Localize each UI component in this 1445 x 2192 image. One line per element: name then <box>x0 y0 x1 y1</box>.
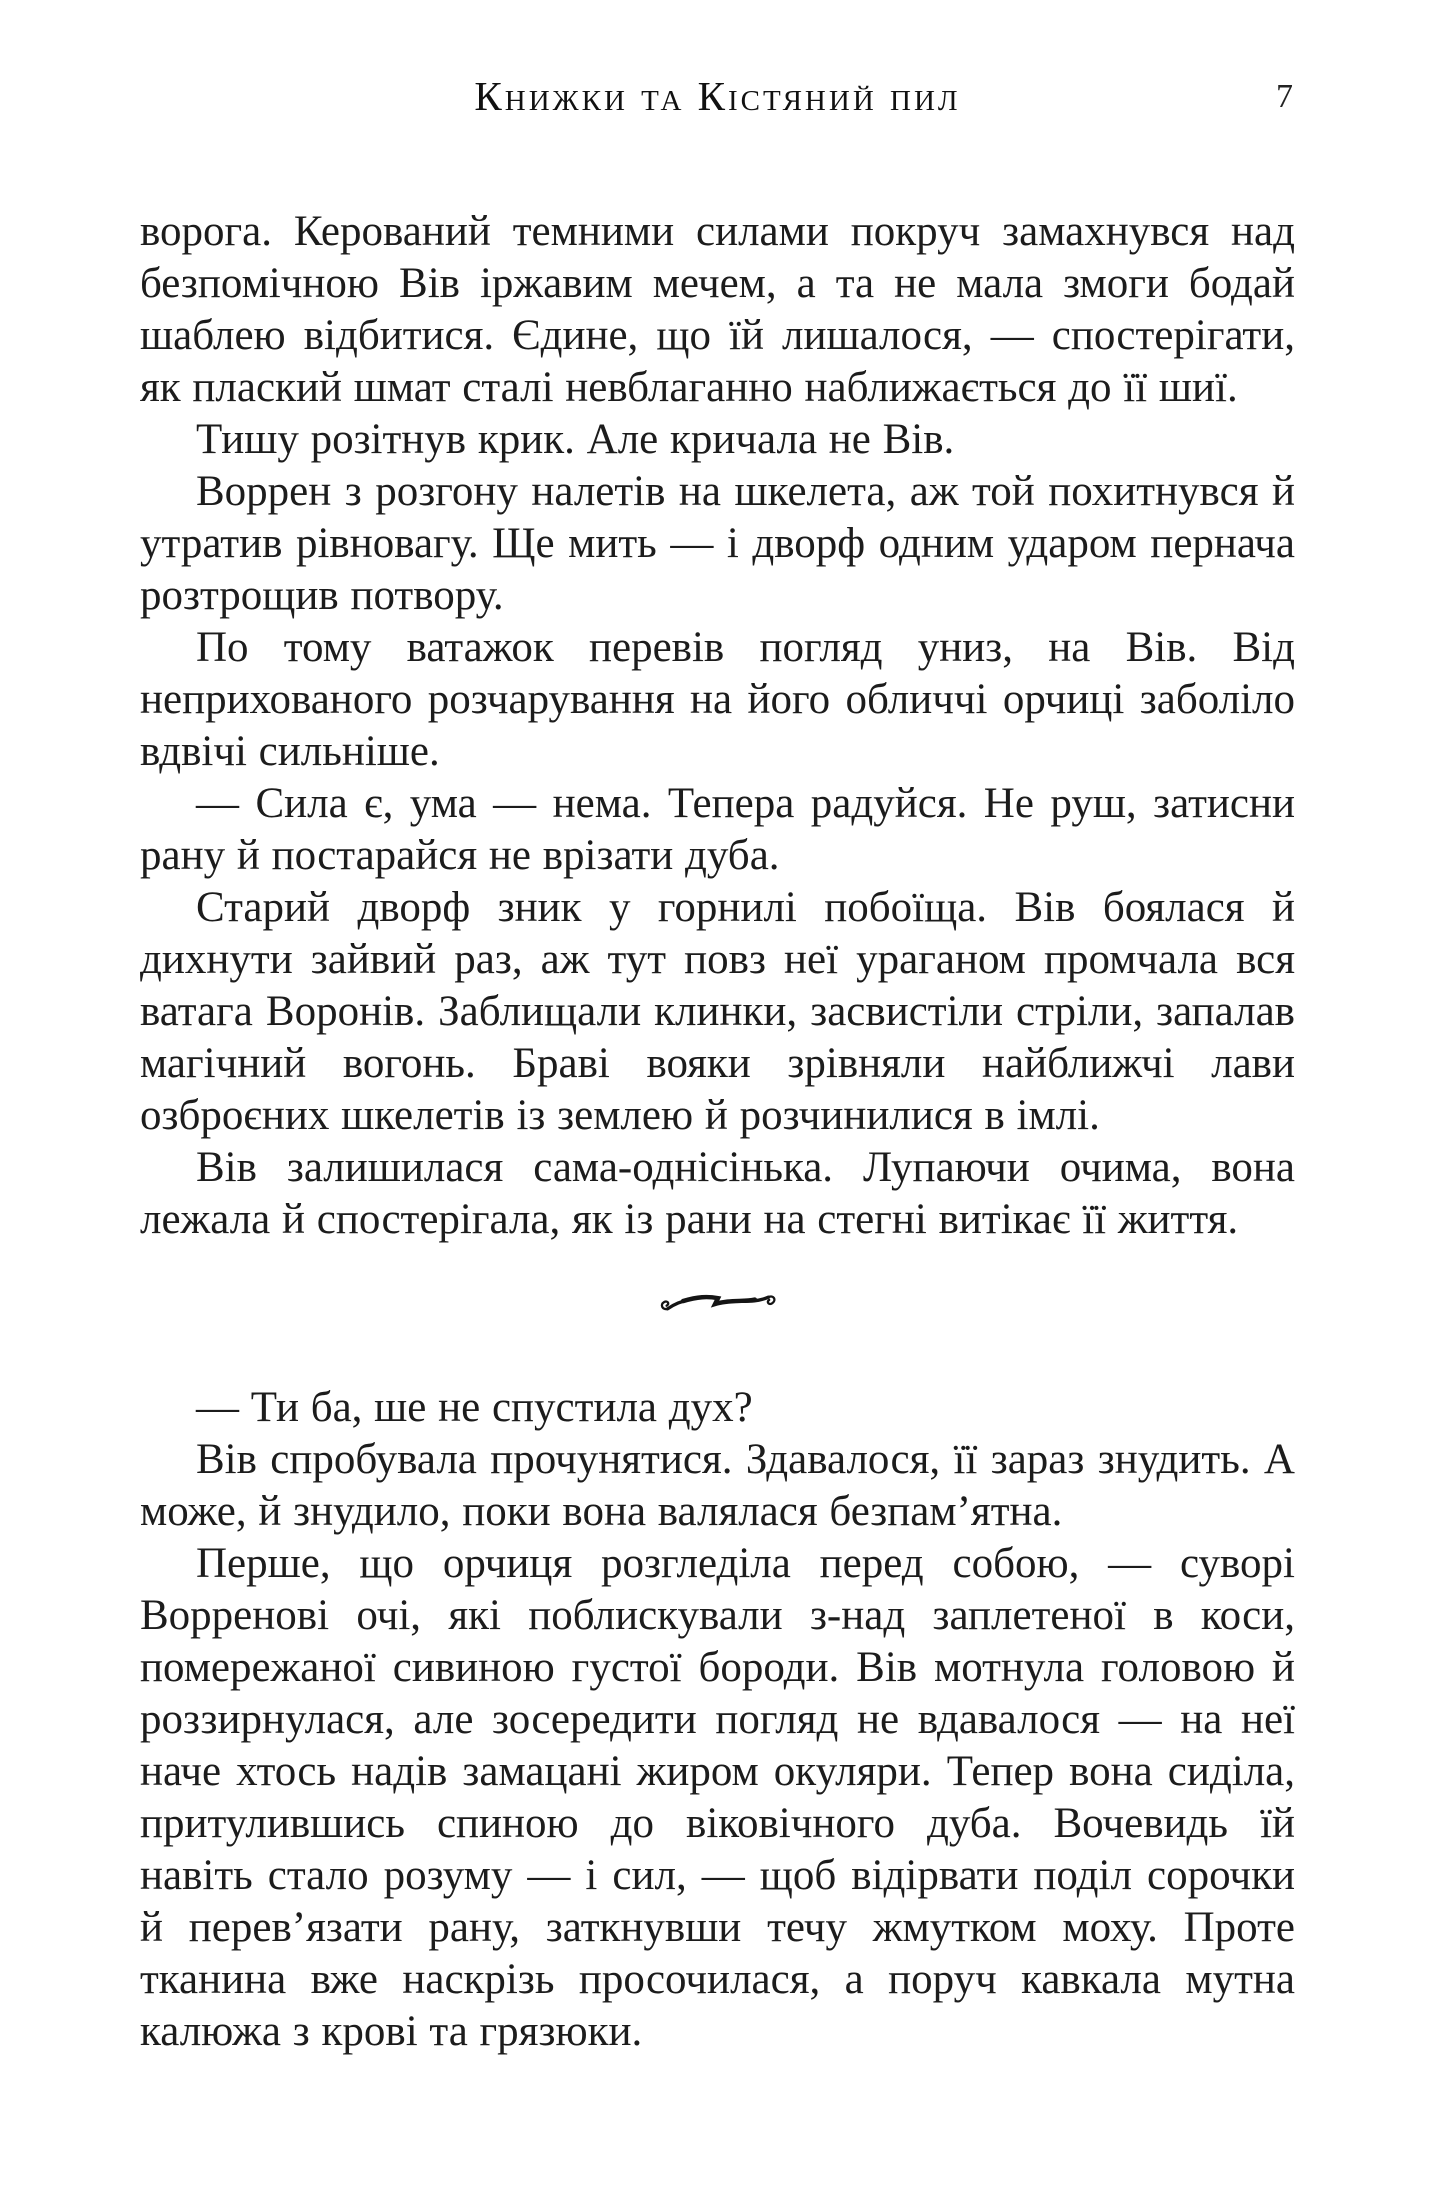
swash-flourish-icon <box>654 1294 782 1311</box>
paragraph: Перше, що орчиця розгледіла перед собою, — суворі Ворренові очі, які поблискували з-над заплетеної в коси, помережаної сивиною густої бороди. Вів мотнула головою й роззирнулася, але зосередити погляд не вдавалося — на неї наче хтось надів замацані жиром окуляри. Тепер вона сиділа, притулившись спиною до віковічного дуба. Вочевидь їй навіть стало розуму — і сил, — щоб відірвати поділ сорочки й перев’язати рану, заткнувши течу жмутком моху. Проте тканина вже наскрізь просочилася, а поруч кавкала мутна калюжа з крові та грязюки. <box>140 1540 1295 2055</box>
text-block <box>140 0 1295 2058</box>
paragraph: По тому ватажок перевів погляд униз, на Вів. Від неприхованого розчарування на його обличчі орчиці заболіло вдвічі сильніше. <box>140 624 1295 775</box>
running-header <box>140 72 1295 124</box>
paragraph: Тишу розітнув крик. Але кричала не Вів. <box>196 416 955 463</box>
paragraph: Воррен з розгону налетів на шкелета, аж той похитнувся й утратив рівновагу. Ще мить — і дворф одним ударом пернача розтрощив потвору. <box>140 468 1295 619</box>
chapter-title: Книжки та Кістяний пил <box>474 73 961 119</box>
page-number: 7 <box>1276 78 1293 115</box>
paragraph: Вів залишилася сама-однісінька. Лупаючи очима, вона лежала й спостерігала, як із рани на стегні витікає її життя. <box>140 1144 1295 1243</box>
paragraph: ворога. Керований темними силами покруч замахнувся над безпомічною Вів іржавим мечем, а та не мала змоги бодай шаблею відбитися. Єдине, що їй лишалося, — спостерігати, як плаский шмат сталі невблаганно наближається до її шиї. <box>140 208 1295 411</box>
paragraph: Старий дворф зник у горнилі побоїща. Вів боялася й дихнути зайвий раз, аж тут повз неї ураганом промчала вся ватага Воронів. Заблищали клинки, засвистіли стріли, запалав магічний вогонь. Браві вояки зрівняли найближчі лави озброєних шкелетів із землею й розчинилися в імлі. <box>140 884 1295 1139</box>
page-content <box>140 206 1295 2058</box>
scene-break <box>140 1286 1295 1320</box>
paragraph: — Ти ба, ше не спустила дух? <box>196 1384 753 1431</box>
paragraph: — Сила є, ума — нема. Тепера радуйся. Не руш, затисни рану й постарайся не врізати дуба. <box>140 780 1295 879</box>
paragraph: Вів спробувала прочунятися. Здавалося, її зараз знудить. А може, й знудило, поки вона валялася безпам’ятна. <box>140 1436 1295 1535</box>
